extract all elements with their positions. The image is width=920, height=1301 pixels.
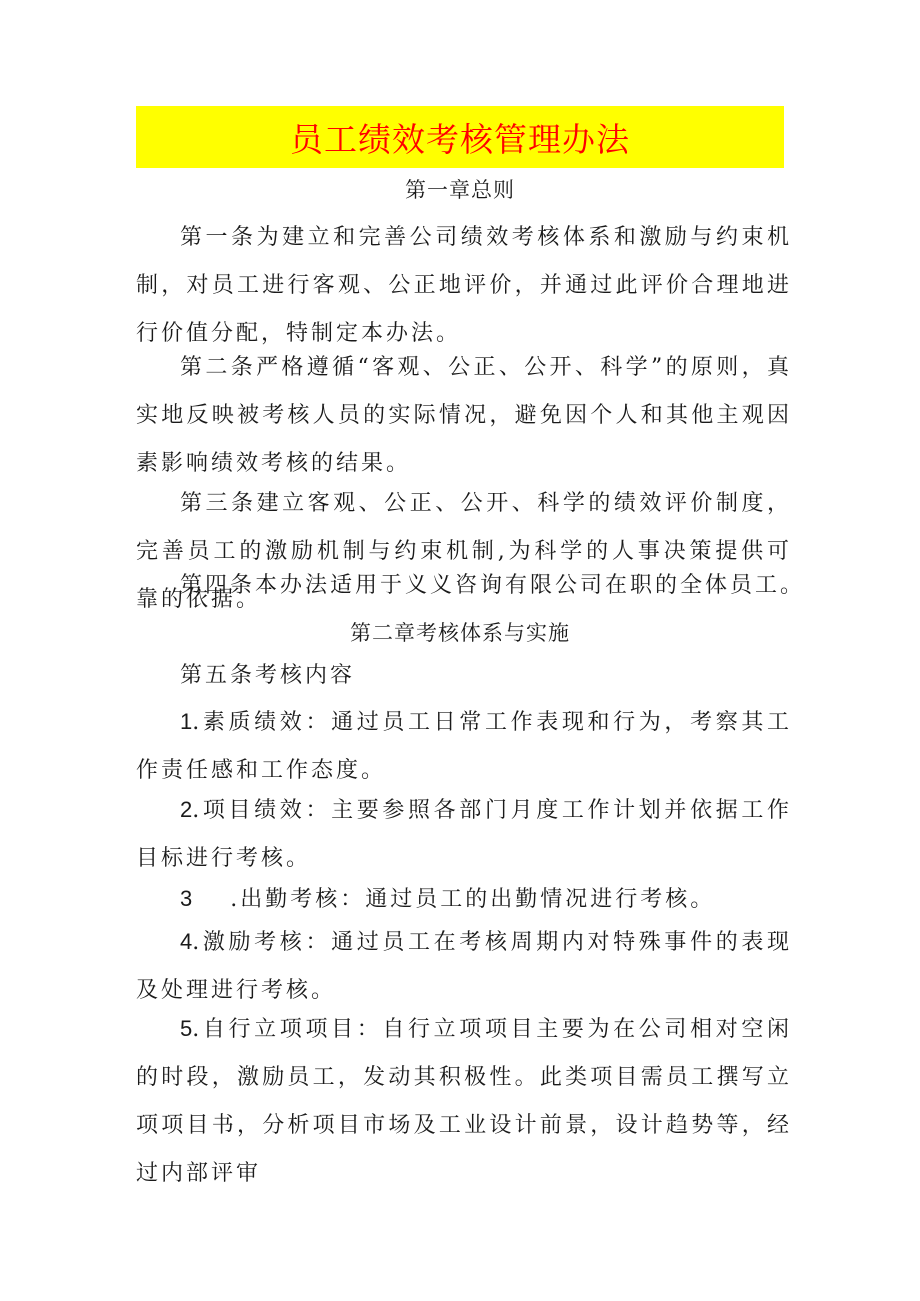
title-banner xyxy=(136,106,784,168)
list-item-number: 2 xyxy=(180,797,193,822)
chapter-heading-1: 第一章总则 xyxy=(405,178,515,202)
list-item-3 xyxy=(136,884,792,915)
article-1: 第一条为建立和完善公司绩效考核体系和激励与约束机制，对员工进行客观、公正地评价，并通过此评价合理地进行价值分配，特制定本办法。 xyxy=(136,225,792,346)
article-5-heading: 第五条考核内容 xyxy=(180,663,356,688)
article-4: 第四条本办法适用于义义咨询有限公司在职的全体员工。 xyxy=(180,573,806,598)
list-item-2 xyxy=(136,786,792,883)
list-item-number: 4 xyxy=(180,929,193,954)
list-item-text: .自行立项项目：自行立项项目主要为在公司相对空闲的时段，激励员工，发动其积极性。此类项目需员工撰写立项项目书，分析项目市场及工业设计前景，设计趋势等，经过内部评审 xyxy=(136,1017,792,1186)
document-title: 员工绩效考核管理办法 xyxy=(290,119,630,159)
list-item-text: .素质绩效：通过员工日常工作表现和行为，考察其工作责任感和工作态度。 xyxy=(136,710,792,783)
article-3: 第三条建立客观、公正、公开、科学的绩效评价制度，完善员工的激励机制与约束机制,为科学的人事决策提供可靠的依据。 xyxy=(136,491,792,612)
list-item-4 xyxy=(136,918,792,1015)
list-item-text: .出勤考核：通过员工的出勤情况进行考核。 xyxy=(230,887,716,912)
list-item-1 xyxy=(136,698,792,795)
list-item-number: 1 xyxy=(180,709,193,734)
list-item-text: .项目绩效：主要参照各部门月度工作计划并依据工作目标进行考核。 xyxy=(136,798,792,871)
list-item-number: 5 xyxy=(180,1016,193,1041)
list-item-5 xyxy=(136,1005,792,1198)
article-2: 第二条严格遵循“客观、公正、公开、科学”的原则，真实地反映被考核人员的实际情况，避免因个人和其他主观因素影响绩效考核的结果。 xyxy=(136,355,792,476)
list-item-number: 3 xyxy=(180,886,193,911)
chapter-heading-2: 第二章考核体系与实施 xyxy=(350,621,570,645)
list-item-text: .激励考核：通过员工在考核周期内对特殊事件的表现及处理进行考核。 xyxy=(136,930,792,1003)
